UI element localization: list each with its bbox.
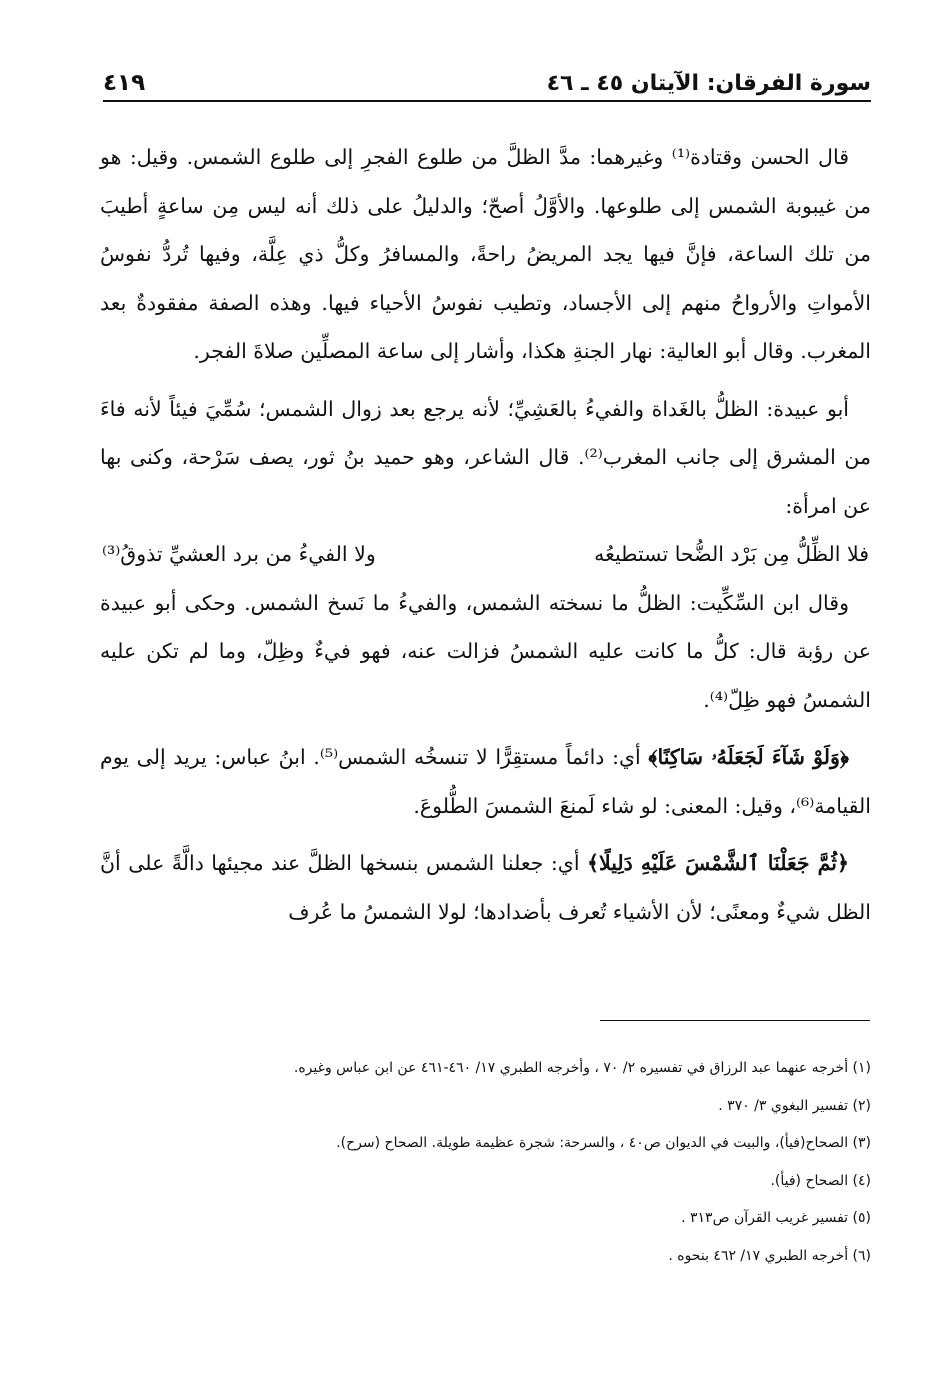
footnote: (٥) تفسير غريب القرآن ص٣١٣ . bbox=[681, 1210, 871, 1226]
paragraph-1: قال الحسن وقتادة⁽¹⁾ وغيرهما: مدَّ الظلَّ من طلوع الفجرِ إلى طلوع الشمس. وقيل: هو من غيبوبة الشمس إلى طلوعها. والأوَّلُ أصحّ؛ والدليلُ على ذلك أنه ليس مِن ساعةٍ أطيبَ من تلك الساعة، فإنَّ فيها يجد المريضُ راحةً، والمسافرُ وكلُّ ذي عِلَّة، وفيها تُردُّ نفوسُ الأمواتِ والأرواحُ منهم إلى الأجساد، وتطيب نفوسُ الأحياء فيها. وهذه الصفة مفقودةٌ بعد المغرب. وقال أبو العالية: نهار الجنةِ هكذا، وأشار إلى ساعة المصلِّين صلاةَ الفجر. bbox=[100, 145, 871, 363]
footnote: (٦) أخرجه الطبري ١٧/ ٤٦٢ بنحوه . bbox=[668, 1247, 871, 1264]
verse-second-hemistich: ولا الفيءُ من برد العشيِّ تذوقُ⁽³⁾ bbox=[102, 542, 376, 566]
header-rule bbox=[103, 100, 871, 102]
footnote: (١) أخرجه عنهما عبد الرزاق في تفسيره ٢/ ٧٠ ، وأخرجه الطبري ١٧/ ٤٦٠-٤٦١ عن ابن عباس وغيره. bbox=[293, 1060, 871, 1076]
paragraph-4-text: أي: دائماً مستقِرًّا لا تنسخُه الشمس⁽⁵⁾. ابنُ عباس: يريد إلى يوم القيامة⁽⁶⁾، وقيل: المعنى: لو شاء لَمنعَ الشمسَ الطُّلوعَ. bbox=[100, 745, 871, 818]
main-text bbox=[100, 133, 871, 936]
footnote: (٣) الصحاح(فيأ)، والبيت في الديوان ص٤٠ ، والسرحة: شجرة عظيمة طويلة. الصحاح (سرح). bbox=[336, 1135, 871, 1151]
footnote: (٢) تفسير البغوي ٣/ ٣٧٠ . bbox=[718, 1097, 871, 1114]
paragraph-5 bbox=[100, 839, 871, 936]
footnotes bbox=[100, 1050, 871, 1275]
paragraph-2: أبو عبيدة: الظلُّ بالغَداة والفيءُ بالعَشِيِّ؛ لأنه يرجع بعد زوال الشمس؛ سُمِّيَ فيئاً لأنه فاءَ من المشرق إلى جانب المغرب⁽²⁾. قال الشاعر، وهو حميد بنُ ثور، يصف سَرْحة، وكنى بها عن امرأة: bbox=[100, 396, 871, 518]
page-header bbox=[103, 62, 871, 96]
verse-first-hemistich: فلا الظِّلُّ مِن بَرْد الضُّحا تستطيعُه bbox=[594, 542, 869, 566]
quran-verse: ﴿وَلَوْ شَآءَ لَجَعَلَهُۥ سَاكِنًا﴾ bbox=[648, 745, 850, 769]
footnote: (٤) الصحاح (فيأ). bbox=[770, 1172, 871, 1189]
footnote-rule bbox=[600, 1020, 870, 1021]
running-title: سورة الفرقان: الآيتان ٤٥ ـ ٤٦ bbox=[546, 71, 871, 96]
paragraph-5-text: أي: جعلنا الشمس بنسخها الظلَّ عند مجيئها دالَّةً على أنَّ الظل شيءٌ ومعنًى؛ لأن الأشياء تُعرف بأضدادها؛ لولا الشمسُ ما عُرف bbox=[100, 851, 871, 924]
quran-verse: ﴿ثُمَّ جَعَلْنَا ٱلشَّمْسَ عَلَيْهِ دَلِيلًا﴾ bbox=[587, 851, 849, 875]
page-number: ٤١٩ bbox=[103, 70, 146, 96]
paragraph-4 bbox=[100, 733, 871, 830]
paragraph-3: وقال ابن السِّكِّيت: الظلُّ ما نسخته الشمس، والفيءُ ما نَسخ الشمس. وحكى أبو عبيدة عن رؤبة قال: كلُّ ما كانت عليه الشمسُ فزالت عنه، فهو فيءٌ وظِلّ، وما لم تكن عليه الشمسُ فهو ظِلّ⁽⁴⁾. bbox=[100, 590, 871, 712]
poetry-verse bbox=[100, 530, 871, 579]
